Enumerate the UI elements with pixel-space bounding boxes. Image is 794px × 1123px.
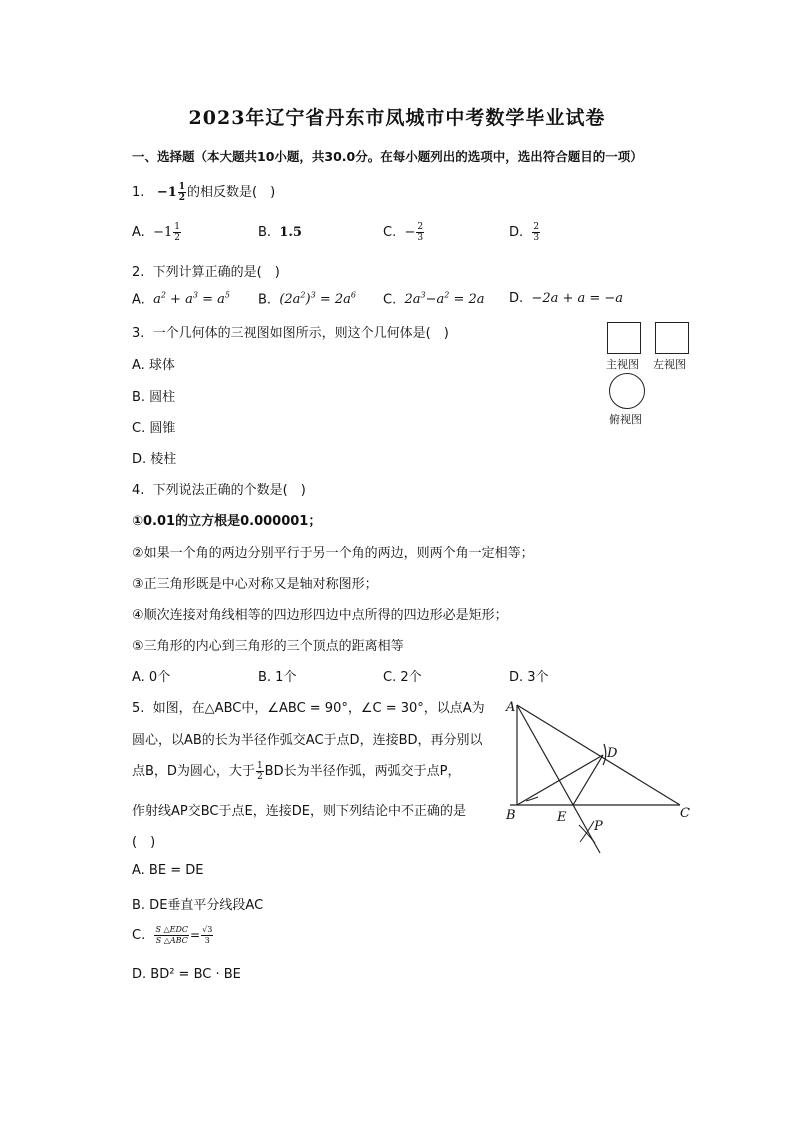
top-view-circle [609,373,645,409]
q3-option-a[interactable]: A. 球体 [132,358,175,373]
page-title: 2023年辽宁省丹东市凤城市中考数学毕业试卷 [188,107,606,129]
question-number: 1. [132,185,145,200]
label-b: B [506,808,516,823]
question-3: 3. 一个几何体的三视图如图所示，则这个几何体是( ) [132,326,449,341]
q5-option-c[interactable]: C. $\frac{\text{S △EDC}}{\text{S △ABC}}$ = $\frac{√3}{3}$ [132,925,213,945]
label-c: C [680,806,690,821]
label-e: E [557,810,567,825]
question-5-line-4: 作射线AP交BC于点E，连接DE，则下列结论中不正确的是 [132,804,466,819]
q4-option-b[interactable]: B. 1个 [258,670,297,685]
question-5-line-2: 圆心，以AB的长为半径作弧交AC于点D，连接BD，再分别以 [132,733,483,748]
statement-1: ①0.01的立方根是0.000001； [132,514,322,529]
q5-option-a[interactable]: A. BE = DE [132,863,204,878]
q2-option-c[interactable]: C. $2a^3-a^2 = 2a$ [383,291,485,308]
q4-option-a[interactable]: A. 0个 [132,670,171,685]
top-view-label: 俯视图 [609,413,642,426]
q2-option-d[interactable]: D. −2a + a = −a [509,291,624,306]
q3-option-b[interactable]: B. 圆柱 [132,390,176,405]
q2-option-a[interactable]: A. $a^2 + a^3 = a^5$ [132,291,230,308]
label-a: A [506,700,516,715]
q5-option-d[interactable]: D. BD² = BC · BE [132,967,241,982]
front-view-square [607,322,641,354]
mixed-number: −1 $\frac{1}{2}$ [156,182,186,203]
q3-option-c[interactable]: C. 圆锥 [132,421,176,436]
question-4: 4. 下列说法正确的个数是( ) [132,483,306,498]
statement-3: ③正三角形既是中心对称又是轴对称图形； [132,577,378,592]
statement-5: ⑤三角形的内心到三角形的三个顶点的距离相等 [132,639,404,654]
segment-bd [517,755,603,805]
question-5-line-1: 5. 如图，在△ABC中，∠ABC = 90°，∠C = 30°，以点A为 [132,701,485,716]
q1-option-c[interactable]: C. − $\frac{2}{3}$ [383,222,424,243]
q1-option-b[interactable]: B. 1.5 [258,225,302,240]
q1-option-a[interactable]: A. −1 $\frac{1}{2}$ [132,222,180,243]
q4-option-d[interactable]: D. 3个 [509,670,549,685]
label-p: P [594,819,603,834]
q1-option-d[interactable]: D. $\frac{2}{3}$ [509,222,540,243]
triangle-figure [500,693,700,858]
left-view-label: 左视图 [653,358,686,371]
q4-option-c[interactable]: C. 2个 [383,670,422,685]
q5-option-b[interactable]: B. DE垂直平分线段AC [132,898,264,913]
left-view-square [655,322,689,354]
question-1 [132,181,275,203]
statement-4: ④顺次连接对角线相等的四边形四边中点所得的四边形必是矩形； [132,608,508,623]
arc-at-d [603,744,606,765]
q3-option-d[interactable]: D. 棱柱 [132,452,177,467]
question-2: 2. 下列计算正确的是( ) [132,265,280,280]
label-d: D [607,746,618,761]
question-5-line-5: ( ) [132,835,156,850]
question-5-line-3: 点B，D为圆心，大于 $\frac{1}{2}$ BD长为半径作弧，两弧交于点P， [132,761,461,782]
side-ac [517,705,680,805]
question-text: 的相反数是( ) [187,185,276,200]
section-heading: 一、选择题（本大题共10小题，共30.0分。在每小题列出的选项中，选出符合题目的一项） [132,149,643,164]
statement-2: ②如果一个角的两边分别平行于另一个角的两边，则两个角一定相等； [132,546,534,561]
segment-de [573,755,603,805]
front-view-label: 主视图 [606,358,639,371]
q2-option-b[interactable]: B. $(2a^2)^3 = 2a^6$ [258,291,356,308]
